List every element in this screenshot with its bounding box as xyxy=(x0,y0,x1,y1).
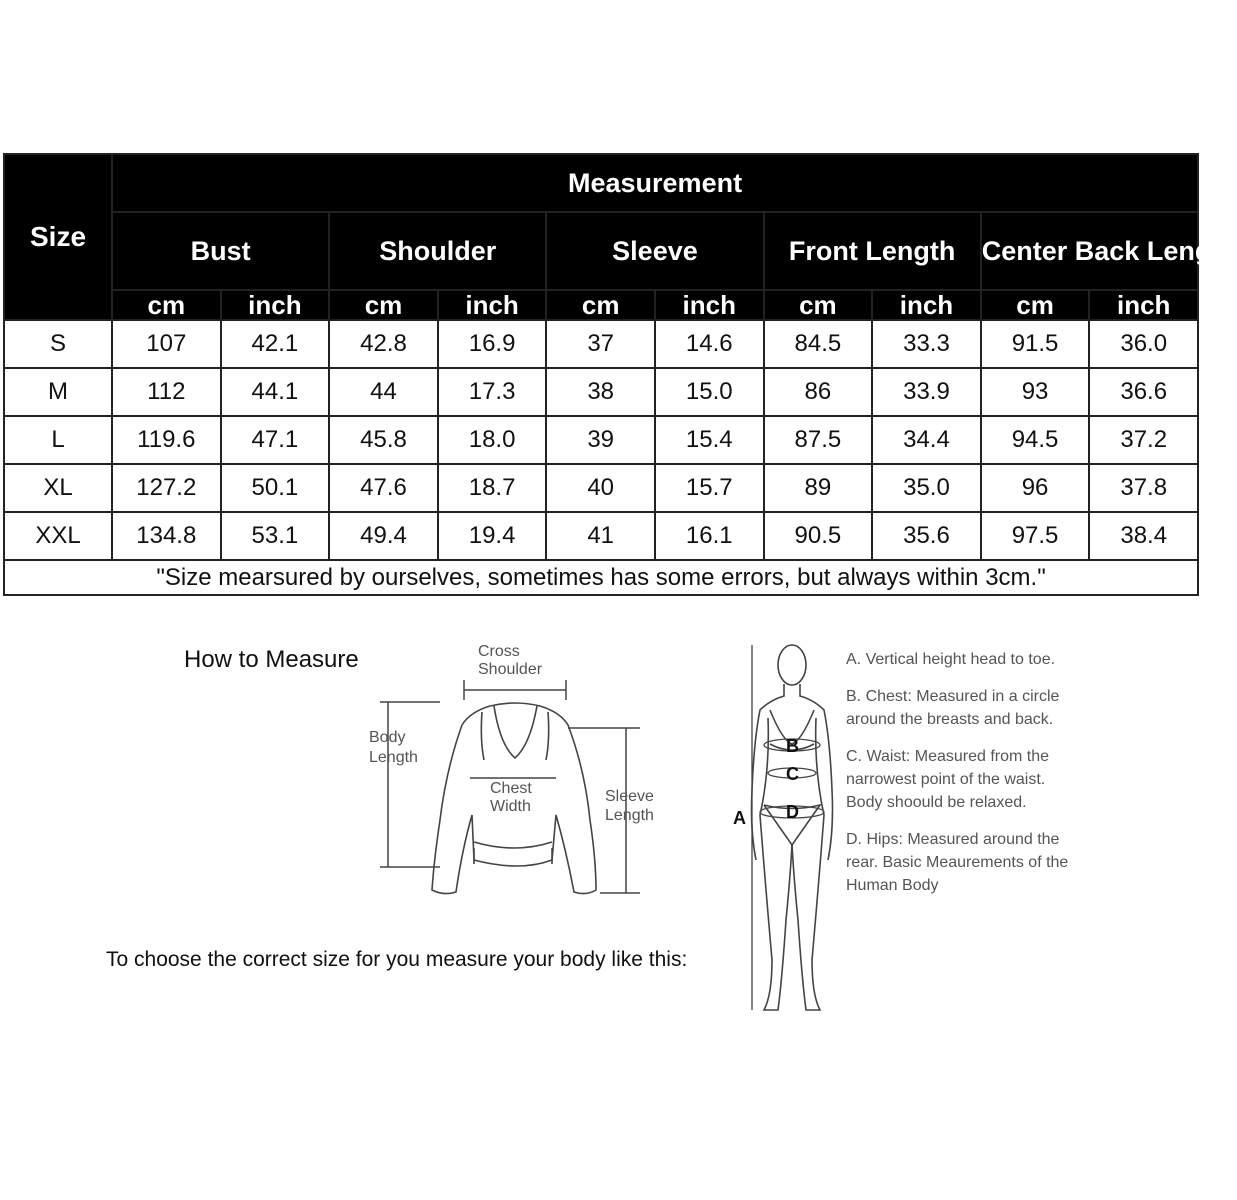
value-cell: 93 xyxy=(981,368,1090,416)
unit-header: cm xyxy=(329,290,438,320)
unit-header: inch xyxy=(221,290,330,320)
value-cell: 38 xyxy=(546,368,655,416)
unit-header: inch xyxy=(1089,290,1198,320)
column-header-center-back-length: Center Back Length xyxy=(981,212,1198,290)
value-cell: 41 xyxy=(546,512,655,560)
sleeve-length-label-line1: Sleeve xyxy=(605,788,654,805)
legend-item-b: B. Chest: Measured in a circle around the breasts and back. xyxy=(846,688,1060,728)
value-cell: 33.3 xyxy=(872,320,981,368)
body-length-label-line1: Body xyxy=(369,729,406,746)
column-header-bust: Bust xyxy=(112,212,329,290)
table-row xyxy=(4,512,1198,560)
value-cell: 47.1 xyxy=(221,416,330,464)
unit-header: inch xyxy=(655,290,764,320)
value-cell: 47.6 xyxy=(329,464,438,512)
figure-label-d: D xyxy=(786,802,799,822)
value-cell: 119.6 xyxy=(112,416,221,464)
value-cell: 35.6 xyxy=(872,512,981,560)
value-cell: 91.5 xyxy=(981,320,1090,368)
table-row xyxy=(4,368,1198,416)
value-cell: 134.8 xyxy=(112,512,221,560)
value-cell: 19.4 xyxy=(438,512,547,560)
value-cell: 44 xyxy=(329,368,438,416)
size-chart-table xyxy=(3,153,1237,596)
value-cell: 39 xyxy=(546,416,655,464)
value-cell: 35.0 xyxy=(872,464,981,512)
cross-shoulder-label-line1: Cross xyxy=(478,643,520,660)
sleeve-length-label-line2: Length xyxy=(605,807,654,824)
value-cell: 89 xyxy=(764,464,873,512)
chest-width-label-line1: Chest xyxy=(490,780,532,797)
value-cell: 44.1 xyxy=(221,368,330,416)
value-cell: 37.2 xyxy=(1089,416,1198,464)
value-cell: 33.9 xyxy=(872,368,981,416)
value-cell: 97.5 xyxy=(981,512,1090,560)
value-cell: 37 xyxy=(546,320,655,368)
value-cell: 107 xyxy=(112,320,221,368)
value-cell: 49.4 xyxy=(329,512,438,560)
measurement-header: Measurement xyxy=(112,154,1198,212)
value-cell: 15.0 xyxy=(655,368,764,416)
value-cell: 17.3 xyxy=(438,368,547,416)
unit-header: inch xyxy=(438,290,547,320)
value-cell: 86 xyxy=(764,368,873,416)
measure-instruction: To choose the correct size for you measure your body like this: xyxy=(106,948,688,971)
unit-header: cm xyxy=(764,290,873,320)
value-cell: 37.8 xyxy=(1089,464,1198,512)
value-cell: 15.7 xyxy=(655,464,764,512)
value-cell: 87.5 xyxy=(764,416,873,464)
column-header-sleeve: Sleeve xyxy=(546,212,763,290)
value-cell: 14.6 xyxy=(655,320,764,368)
legend-item-a: A. Vertical height head to toe. xyxy=(846,651,1056,668)
size-cell: XXL xyxy=(4,512,112,560)
figure-label-c: C xyxy=(786,764,799,784)
unit-header: cm xyxy=(981,290,1090,320)
value-cell: 112 xyxy=(112,368,221,416)
figure-label-a: A xyxy=(733,808,746,828)
unit-header: cm xyxy=(546,290,655,320)
measurement-legend xyxy=(846,648,1076,911)
value-cell: 18.0 xyxy=(438,416,547,464)
value-cell: 90.5 xyxy=(764,512,873,560)
size-cell: XL xyxy=(4,464,112,512)
value-cell: 53.1 xyxy=(221,512,330,560)
table-row xyxy=(4,464,1198,512)
chest-width-label-line2: Width xyxy=(490,798,531,815)
measurement-note: "Size mearsured by ourselves, sometimes has some errors, but always within 3cm." xyxy=(4,560,1198,595)
value-cell: 16.9 xyxy=(438,320,547,368)
legend-item-c: C. Waist: Measured from the narrowest point of the waist. Body shoould be relaxed. xyxy=(846,748,1050,811)
size-cell: M xyxy=(4,368,112,416)
value-cell: 50.1 xyxy=(221,464,330,512)
how-to-measure-title: How to Measure xyxy=(184,646,359,673)
value-cell: 36.6 xyxy=(1089,368,1198,416)
human-figure-illustration xyxy=(752,645,833,1010)
size-header: Size xyxy=(4,154,112,320)
figure-label-b: B xyxy=(786,736,799,756)
cross-shoulder-label-line2: Shoulder xyxy=(478,661,543,678)
value-cell: 96 xyxy=(981,464,1090,512)
value-cell: 40 xyxy=(546,464,655,512)
table-row xyxy=(4,416,1198,464)
value-cell: 94.5 xyxy=(981,416,1090,464)
value-cell: 42.1 xyxy=(221,320,330,368)
table-row xyxy=(4,320,1198,368)
value-cell: 16.1 xyxy=(655,512,764,560)
column-header-shoulder: Shoulder xyxy=(329,212,546,290)
size-cell: L xyxy=(4,416,112,464)
value-cell: 127.2 xyxy=(112,464,221,512)
size-cell: S xyxy=(4,320,112,368)
value-cell: 45.8 xyxy=(329,416,438,464)
value-cell: 84.5 xyxy=(764,320,873,368)
value-cell: 15.4 xyxy=(655,416,764,464)
value-cell: 18.7 xyxy=(438,464,547,512)
column-header-front-length: Front Length xyxy=(764,212,981,290)
value-cell: 42.8 xyxy=(329,320,438,368)
value-cell: 36.0 xyxy=(1089,320,1198,368)
legend-item-d: D. Hips: Measured around the rear. Basic Meaurements of the Human Body xyxy=(846,831,1069,894)
unit-header: inch xyxy=(872,290,981,320)
unit-header: cm xyxy=(112,290,221,320)
body-length-label-line2: Length xyxy=(369,749,418,766)
value-cell: 34.4 xyxy=(872,416,981,464)
value-cell: 38.4 xyxy=(1089,512,1198,560)
